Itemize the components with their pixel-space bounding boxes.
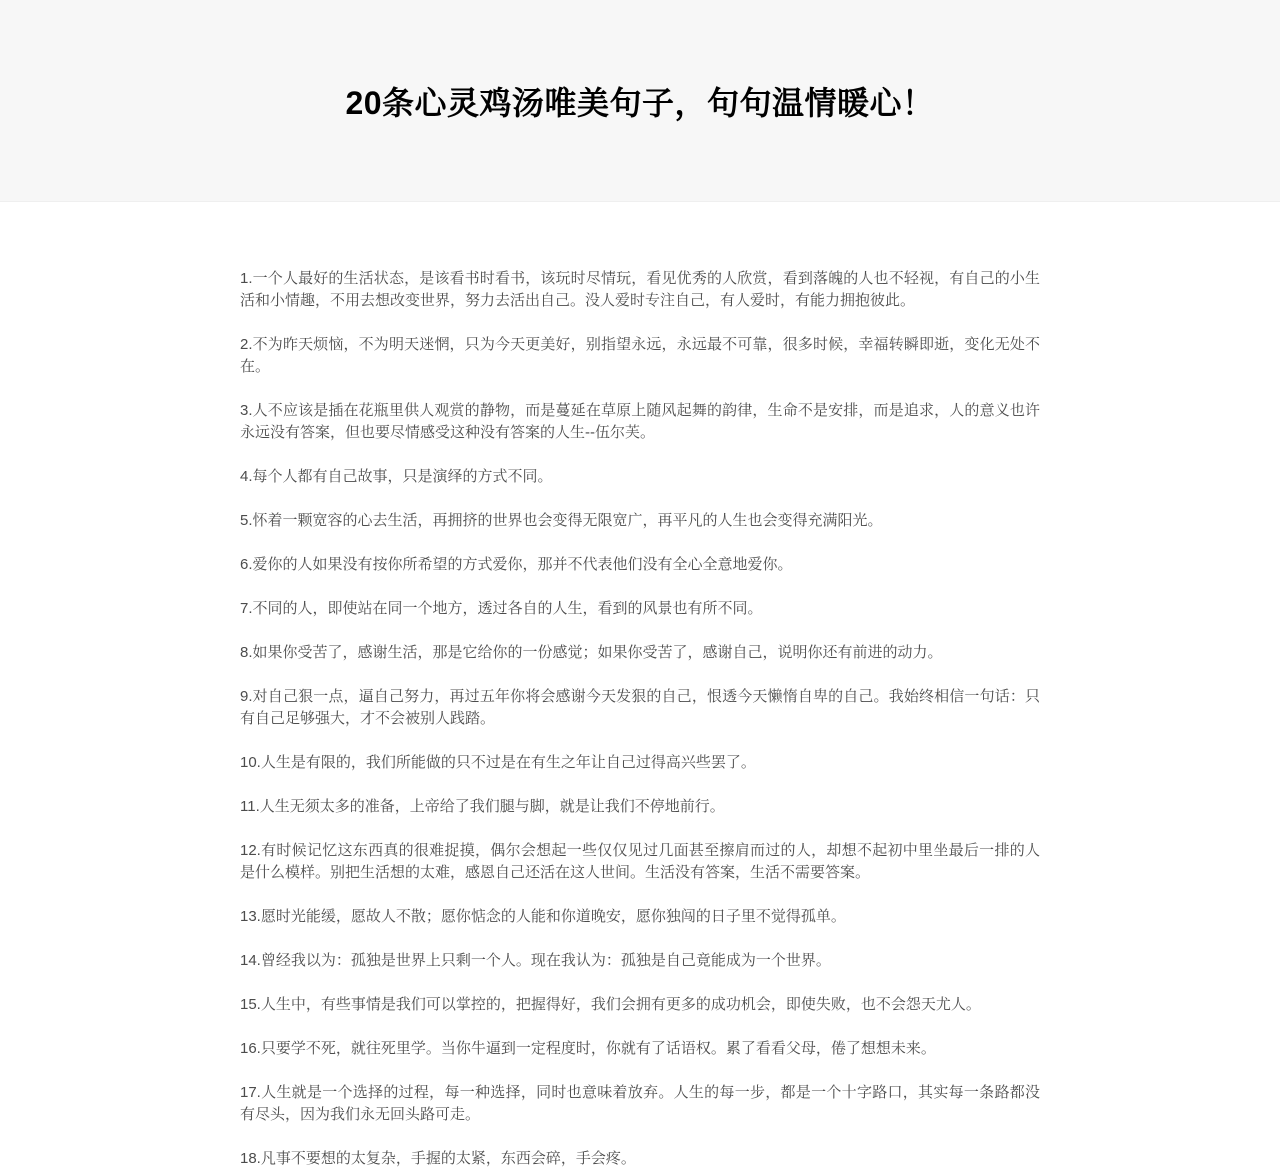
- article-paragraph: 15.人生中，有些事情是我们可以掌控的，把握得好，我们会拥有更多的成功机会，即使失败，也不会怨天尤人。: [240, 996, 981, 1013]
- article-paragraph: 9.对自己狠一点，逼自己努力，再过五年你将会感谢今天发狠的自己，恨透今天懒惰自卑的自己。我始终相信一句话：只有自己足够强大，才不会被别人践踏。: [240, 688, 1040, 727]
- article-paragraph: 8.如果你受苦了，感谢生活，那是它给你的一份感觉；如果你受苦了，感谢自己，说明你还有前进的动力。: [240, 644, 943, 661]
- article-paragraph: 6.爱你的人如果没有按你所希望的方式爱你，那并不代表他们没有全心全意地爱你。: [240, 556, 793, 573]
- article-paragraph: 18.凡事不要想的太复杂，手握的太紧，东西会碎，手会疼。: [240, 1150, 636, 1167]
- article-paragraph: 17.人生就是一个选择的过程，每一种选择，同时也意味着放弃。人生的每一步，都是一个十字路口，其实每一条路都没有尽头，因为我们永无回头路可走。: [240, 1084, 1040, 1123]
- article-paragraph: 2.不为昨天烦恼，不为明天迷惘，只为今天更美好，别指望永远，永远最不可靠，很多时候，幸福转瞬即逝，变化无处不在。: [240, 336, 1040, 375]
- article-paragraph: 14.曾经我以为：孤独是世界上只剩一个人。现在我认为：孤独是自己竟能成为一个世界。: [240, 952, 831, 969]
- article-paragraph: 12.有时候记忆这东西真的很难捉摸，偶尔会想起一些仅仅见过几面甚至擦肩而过的人，却想不起初中里坐最后一排的人是什么模样。别把生活想的太难，感恩自己还活在这人世间。生活没有答案，生活不需要答案。: [240, 842, 1040, 881]
- page-title: 20条心灵鸡汤唯美句子，句句温情暖心！: [345, 84, 935, 121]
- article-paragraph: 10.人生是有限的，我们所能做的只不过是在有生之年让自己过得高兴些罢了。: [240, 754, 756, 771]
- article-paragraph: 16.只要学不死，就往死里学。当你牛逼到一定程度时，你就有了话语权。累了看看父母，倦了想想未来。: [240, 1040, 936, 1057]
- article-paragraph: 5.怀着一颗宽容的心去生活，再拥挤的世界也会变得无限宽广，再平凡的人生也会变得充满阳光。: [240, 512, 883, 529]
- article-content: [240, 202, 1040, 1170]
- page-header: [0, 0, 1280, 202]
- article-paragraph: 4.每个人都有自己故事，只是演绎的方式不同。: [240, 468, 553, 485]
- article-paragraph: 7.不同的人，即使站在同一个地方，透过各自的人生，看到的风景也有所不同。: [240, 600, 763, 617]
- article-paragraph: 11.人生无须太多的准备，上帝给了我们腿与脚，就是让我们不停地前行。: [240, 798, 725, 815]
- article-paragraph: 3.人不应该是插在花瓶里供人观赏的静物，而是蔓延在草原上随风起舞的韵律，生命不是安排，而是追求，人的意义也许永远没有答案，但也要尽情感受这种没有答案的人生--伍尔芙。: [240, 402, 1040, 441]
- article-paragraph: 13.愿时光能缓，愿故人不散；愿你惦念的人能和你道晚安，愿你独闯的日子里不觉得孤单。: [240, 908, 846, 925]
- article-paragraph: 1.一个人最好的生活状态，是该看书时看书，该玩时尽情玩，看见优秀的人欣赏，看到落魄的人也不轻视，有自己的小生活和小情趣，不用去想改变世界，努力去活出自己。没人爱时专注自己，有人爱时，有能力拥抱彼此。: [240, 270, 1040, 309]
